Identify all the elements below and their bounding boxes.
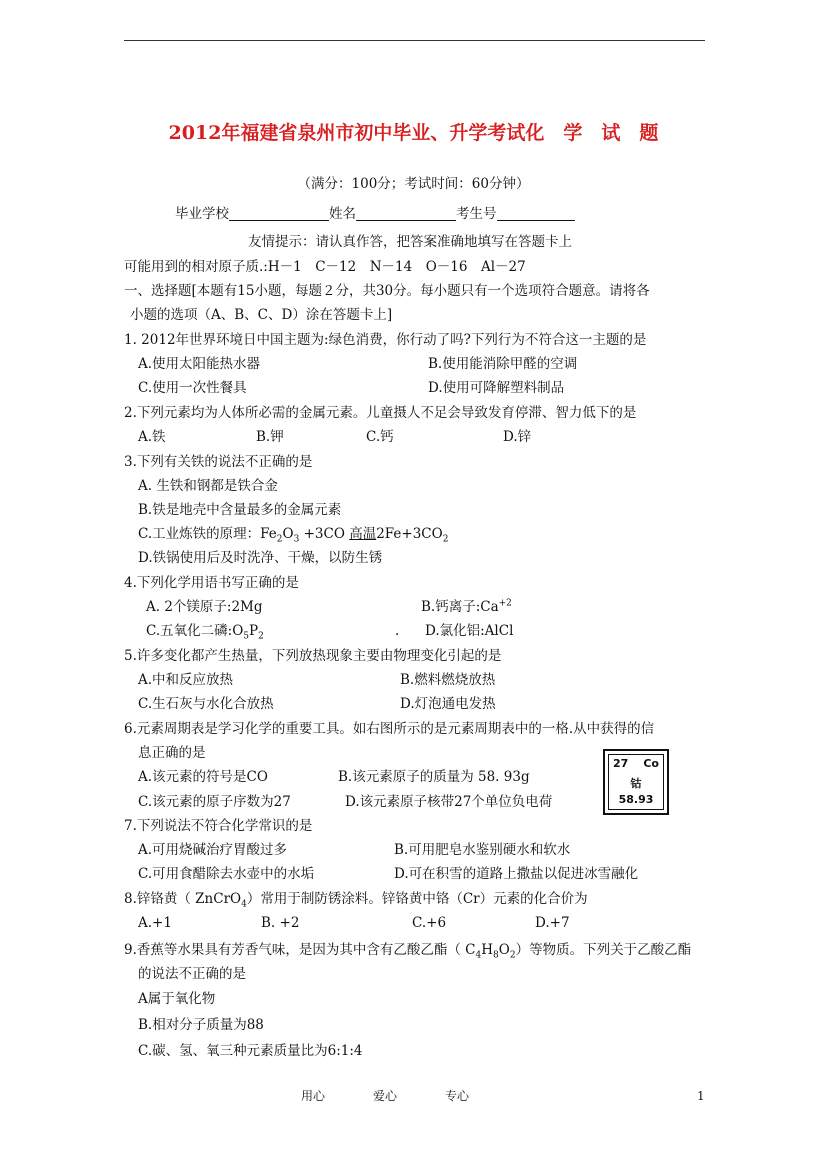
footer-motto-2: 爱心 <box>373 1089 398 1103</box>
section-instructions-2: 小题的选项（A、B、C、D）涂在答题卡上] <box>130 307 393 323</box>
q3-option-c[interactable]: C.工业炼铁的原理：$Fe_2O_3 +3CO$ 高温$2Fe+3CO_2$ <box>138 526 449 545</box>
number-label: 考生号 <box>456 206 497 222</box>
q9-stem-cont: 的说法不正确的是 <box>138 966 246 982</box>
q2-option-a[interactable]: A.铁 <box>138 429 166 445</box>
q6-option-b[interactable]: B.该元素原子的质量为 58. 93g <box>338 769 530 785</box>
atomic-masses: 可能用到的相对原子质.:H－1 C－12 N－14 O－16 Al－27 <box>124 259 526 275</box>
q4-option-c[interactable]: C.五氧化二磷$:O_5P_2$ <box>146 623 264 642</box>
q8-option-b[interactable]: B. +2 <box>261 915 300 931</box>
q7-option-a[interactable]: A.可用烧碱治疗胃酸过多 <box>138 842 288 858</box>
q5-stem: 5.许多变化都产生热量，下列放热现象主要由物理变化引起的是 <box>124 648 502 664</box>
q4-option-b[interactable]: B.钙离子$:Ca^{+2}$ <box>421 598 512 615</box>
page-number: 1 <box>697 1089 705 1103</box>
q5-option-d[interactable]: D.灯泡通电发热 <box>400 696 496 712</box>
number-blank[interactable] <box>497 206 575 221</box>
q2-option-c[interactable]: C.钙 <box>366 429 394 445</box>
q8-option-a[interactable]: A.+1 <box>138 915 172 931</box>
q7-option-d[interactable]: D.可在积雪的道路上撒盐以促进冰雪融化 <box>394 866 639 882</box>
page-title: 2012年福建省泉州市初中毕业、升学考试化 学 试 题 <box>168 122 659 144</box>
q9-option-a[interactable]: A属于氧化物 <box>138 991 216 1007</box>
q1-option-d[interactable]: D.使用可降解塑料制品 <box>428 380 565 396</box>
q3-option-b[interactable]: B.铁是地壳中含量最多的金属元素 <box>138 502 342 518</box>
q9-option-c[interactable]: C.碳、氢、氧三种元素质量比为6:1:4 <box>138 1043 363 1059</box>
q1-option-c[interactable]: C.使用一次性餐具 <box>138 380 247 396</box>
name-label: 姓名 <box>329 206 356 222</box>
tip: 友情提示：请认真作答，把答案准确地填写在答题卡上 <box>248 234 572 250</box>
q6-stem-cont: 息正确的是 <box>138 745 206 761</box>
school-blank[interactable] <box>229 206 329 221</box>
q8-option-d[interactable]: D.+7 <box>535 915 570 931</box>
element-name: 钴 <box>630 777 642 790</box>
footer-motto-1: 用心 <box>301 1089 326 1103</box>
q7-option-b[interactable]: B.可用肥皂水鉴别硬水和软水 <box>394 842 571 858</box>
candidate-fields <box>175 205 575 223</box>
q6-option-a[interactable]: A.该元素的符号是CO <box>138 769 268 785</box>
q4-option-d[interactable]: D.氯化铝:AlCl <box>425 623 514 639</box>
q6-option-d[interactable]: D.该元素原子核带27个单位负电荷 <box>345 794 553 810</box>
atomic-mass: 58.93 <box>618 793 654 806</box>
q4-dot: . <box>395 623 400 639</box>
reaction-condition: 高温 <box>349 526 377 542</box>
q7-option-c[interactable]: C.可用食醋除去水壶中的水垢 <box>138 866 315 882</box>
q1-stem: 1. 2012年世界环境日中国主题为:绿色消费，你行动了吗?下列行为不符合这一主题的是 <box>124 332 647 348</box>
periodic-table-cell <box>603 749 669 815</box>
q4-stem: 4.下列化学用语书写正确的是 <box>124 575 299 591</box>
header-rule <box>124 40 705 41</box>
school-label: 毕业学校 <box>175 206 229 222</box>
q4-option-a[interactable]: A. 2个镁原子:2Mg <box>146 599 263 615</box>
q9-stem: 9.香蕉等水果具有芳香气味，是因为其中含有乙酸乙酯（ $C_4H_8O_2$）等物质。下列关于乙酸乙酯 <box>124 942 692 961</box>
atomic-number: 27 <box>613 757 629 770</box>
q6-option-c[interactable]: C.该元素的原子序数为27 <box>138 794 291 810</box>
q7-stem: 7.下列说法不符合化学常识的是 <box>124 818 313 834</box>
section-instructions-1: 一、选择题[本题有15小题，每题２分，共30分。每小题只有一个选项符合题意。请将各 <box>124 283 650 299</box>
q2-option-b[interactable]: B.钾 <box>256 429 284 445</box>
q8-stem: 8.锌铬黄（ ZnCrO$_4$）常用于制防锈涂料。锌铬黄中铬（Cr）元素的化合价为 <box>124 891 588 910</box>
footer-motto-3: 专心 <box>445 1089 470 1103</box>
q3-option-a[interactable]: A. 生铁和钢都是铁合金 <box>138 478 278 494</box>
q5-option-a[interactable]: A.中和反应放热 <box>138 672 234 688</box>
q3-stem: 3.下列有关铁的说法不正确的是 <box>124 454 313 470</box>
q1-option-a[interactable]: A.使用太阳能热水器 <box>138 356 261 372</box>
name-blank[interactable] <box>356 206 456 221</box>
q2-stem: 2.下列元素均为人体所必需的金属元素。儿童摄人不足会导致发育停滞、智力低下的是 <box>124 405 637 421</box>
q8-option-c[interactable]: C.+6 <box>412 915 447 931</box>
element-symbol: Co <box>643 757 659 770</box>
q3-option-d[interactable]: D.铁锅使用后及时洗净、干燥，以防生锈 <box>138 550 383 566</box>
q2-option-d[interactable]: D.锌 <box>503 429 532 445</box>
q5-option-c[interactable]: C.生石灰与水化合放热 <box>138 696 274 712</box>
q1-option-b[interactable]: B.使用能消除甲醛的空调 <box>428 356 578 372</box>
q9-option-b[interactable]: B.相对分子质量为88 <box>138 1017 264 1033</box>
q5-option-b[interactable]: B.燃料燃烧放热 <box>400 672 496 688</box>
q6-stem: 6.元素周期表是学习化学的重要工具。如右图所示的是元素周期表中的一格.从中获得的信 <box>124 721 655 737</box>
exam-info: （满分：100分；考试时间：60分钟） <box>297 176 530 192</box>
